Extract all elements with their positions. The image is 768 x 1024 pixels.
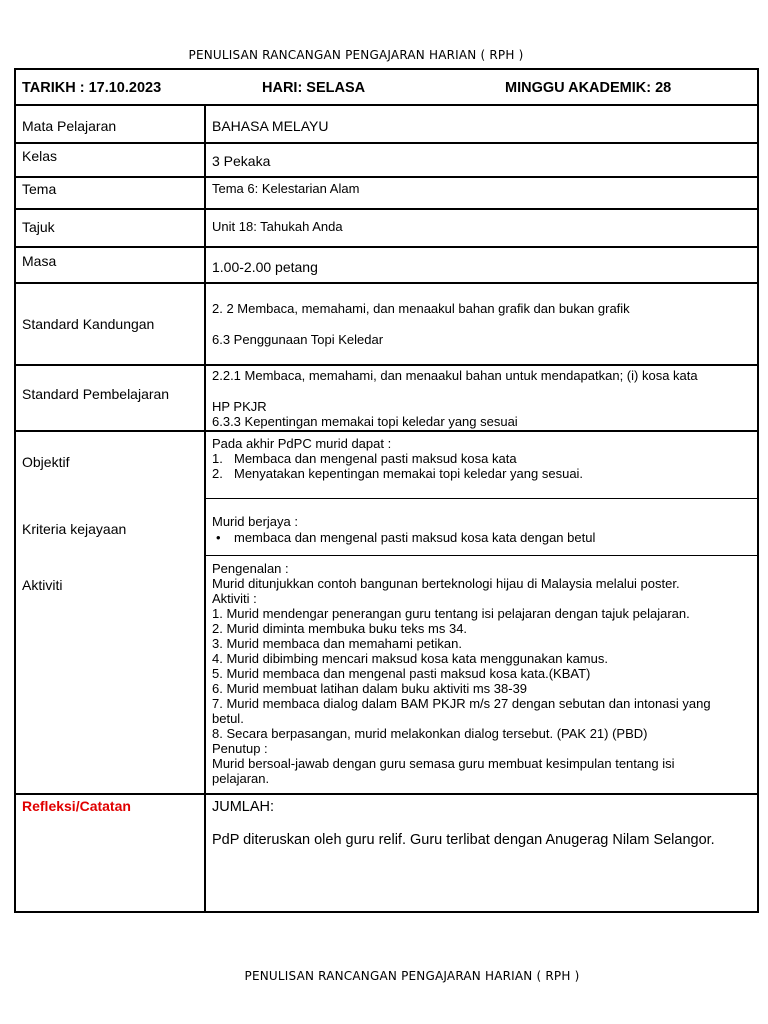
aktiviti-line: pelajaran. <box>212 771 270 786</box>
document-title-top: PENULISAN RANCANGAN PENGAJARAN HARIAN ( RPH ) <box>188 48 524 62</box>
standard-pembelajaran-line-2: HP PKJR <box>212 399 267 414</box>
list-item: • membaca dan mengenal pasti maksud kosa kata dengan betul <box>212 530 595 545</box>
aktiviti-line: 8. Secara berpasangan, murid melakonkan dialog tersebut. (PAK 21) (PBD) <box>212 726 648 741</box>
header-minggu: MINGGU AKADEMIK: 28 <box>505 80 672 96</box>
aktiviti-line: 2. Murid diminta membuka buku teks ms 34. <box>212 621 468 636</box>
objektif-content <box>212 436 583 481</box>
value-masa: 1.00-2.00 petang <box>212 259 318 275</box>
objektif-intro: Pada akhir PdPC murid dapat : <box>212 436 392 451</box>
row-divider <box>14 246 759 248</box>
row-divider <box>14 208 759 210</box>
aktiviti-content <box>212 561 711 786</box>
kriteria-content <box>212 514 595 545</box>
value-mata-pelajaran: BAHASA MELAYU <box>212 118 329 134</box>
standard-pembelajaran-line-3: 6.3.3 Kepentingan memakai topi keledar yang sesuai <box>212 414 518 429</box>
aktiviti-line: 1. Murid mendengar penerangan guru tentang isi pelajaran dengan tajuk pelajaran. <box>212 606 690 621</box>
label-kriteria-kejayaan: Kriteria kejayaan <box>22 521 127 537</box>
list-item: 2. Menyatakan kepentingan memakai topi keledar yang sesuai. <box>212 466 584 481</box>
label-aktiviti: Aktiviti <box>22 577 63 593</box>
aktiviti-line: Penutup : <box>212 741 268 756</box>
row-divider <box>14 364 759 366</box>
aktiviti-line: Aktiviti : <box>212 591 257 606</box>
aktiviti-line: Murid bersoal-jawab dengan guru semasa guru membuat kesimpulan tentang isi <box>212 756 675 771</box>
header-tarikh: TARIKH : 17.10.2023 <box>22 80 162 96</box>
value-kelas: 3 Pekaka <box>212 153 271 169</box>
aktiviti-line: Pengenalan : <box>212 561 289 576</box>
row-divider <box>14 176 759 178</box>
label-mata-pelajaran: Mata Pelajaran <box>22 118 117 134</box>
label-kelas: Kelas <box>22 148 58 164</box>
rph-table <box>14 68 759 913</box>
header-hari: HARI: SELASA <box>262 80 366 96</box>
kriteria-list <box>212 530 595 545</box>
row-divider <box>205 555 759 556</box>
label-masa: Masa <box>22 253 57 269</box>
label-tema: Tema <box>22 181 57 197</box>
row-divider <box>14 282 759 284</box>
value-tema: Tema 6: Kelestarian Alam <box>212 181 360 196</box>
aktiviti-line: 6. Murid membuat latihan dalam buku aktiviti ms 38-39 <box>212 681 528 696</box>
row-divider <box>14 104 759 106</box>
label-objektif: Objektif <box>22 454 70 470</box>
label-tajuk: Tajuk <box>22 219 55 235</box>
value-tajuk: Unit 18: Tahukah Anda <box>212 219 343 234</box>
aktiviti-line: 4. Murid dibimbing mencari maksud kosa kata menggunakan kamus. <box>212 651 608 666</box>
row-divider <box>14 142 759 144</box>
refleksi-jumlah: JUMLAH: <box>212 799 275 815</box>
column-divider <box>204 104 206 912</box>
refleksi-note: PdP diteruskan oleh guru relif. Guru terlibat dengan Anugerag Nilam Selangor. <box>212 832 715 848</box>
label-standard-pembelajaran: Standard Pembelajaran <box>22 386 170 402</box>
row-divider <box>14 793 759 795</box>
list-item: 1. Membaca dan mengenal pasti maksud kosa kata <box>212 451 517 466</box>
aktiviti-line: 5. Murid membaca dan mengenal pasti maksud kosa kata.(KBAT) <box>212 666 591 681</box>
document-title-bottom: PENULISAN RANCANGAN PENGAJARAN HARIAN ( RPH ) <box>244 969 580 983</box>
aktiviti-line: 3. Murid membaca dan memahami petikan. <box>212 636 463 651</box>
aktiviti-line: Murid ditunjukkan contoh bangunan berteknologi hijau di Malaysia melalui poster. <box>212 576 680 591</box>
standard-pembelajaran-line-1: 2.2.1 Membaca, memahami, dan menaakul bahan untuk mendapatkan; (i) kosa kata <box>212 368 698 383</box>
standard-kandungan-line-2: 6.3 Penggunaan Topi Keledar <box>212 332 384 347</box>
objektif-list <box>212 451 583 481</box>
row-divider <box>14 430 759 432</box>
label-standard-kandungan: Standard Kandungan <box>22 316 155 332</box>
standard-kandungan-line-1: 2. 2 Membaca, memahami, dan menaakul bahan grafik dan bukan grafik <box>212 301 630 316</box>
aktiviti-line: betul. <box>212 711 244 726</box>
label-refleksi-catatan: Refleksi/Catatan <box>22 798 131 814</box>
kriteria-intro: Murid berjaya : <box>212 514 298 529</box>
aktiviti-line: 7. Murid membaca dialog dalam BAM PKJR m/s 27 dengan sebutan dan intonasi yang <box>212 696 711 711</box>
row-divider <box>205 498 759 499</box>
